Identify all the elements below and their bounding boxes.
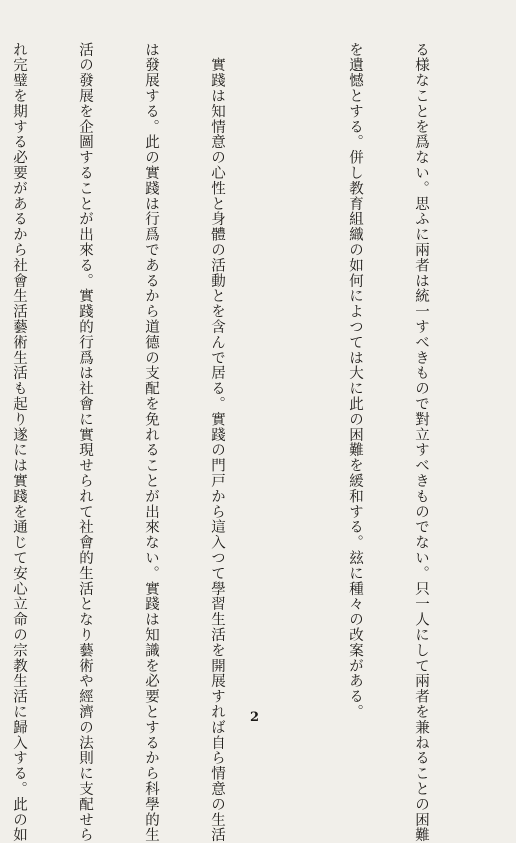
page-number: 2 [250,710,260,725]
text-column: 實踐は知情意の心性と身體の活動とを含んで居る。實踐の門戸から這入つて學習生活を開展すれば自ら情意の生活 [209,42,225,843]
text-column: を遺憾とする。併し教育組織の如何によつては大に此の困難を緩和する。玆に種々の改案がある。 [347,42,363,720]
text-column: 活の發展を企圖することが出來る。實踐的行爲は社會に實現せられて社會的生活となり藝術や經濟の法則に支配せら [77,42,93,843]
paragraph-gap [272,42,300,682]
text-column: は發展する。此の實踐は行爲であるから道德の支配を免れることが出來ない。實踐は知識を必要とするから科學的生 [143,42,159,843]
body-text [0,42,476,843]
text-column: れ完璧を期する必要があるから社會生活藝術生活も起り遂には實踐を通じて安心立命の宗教生活に歸入する。此の如 [11,42,27,843]
text-column: る様なことを爲ない。思ふに兩者は統一すべきもので對立すべきものでない。只一人にして兩者を兼ねることの困難 [413,42,429,843]
